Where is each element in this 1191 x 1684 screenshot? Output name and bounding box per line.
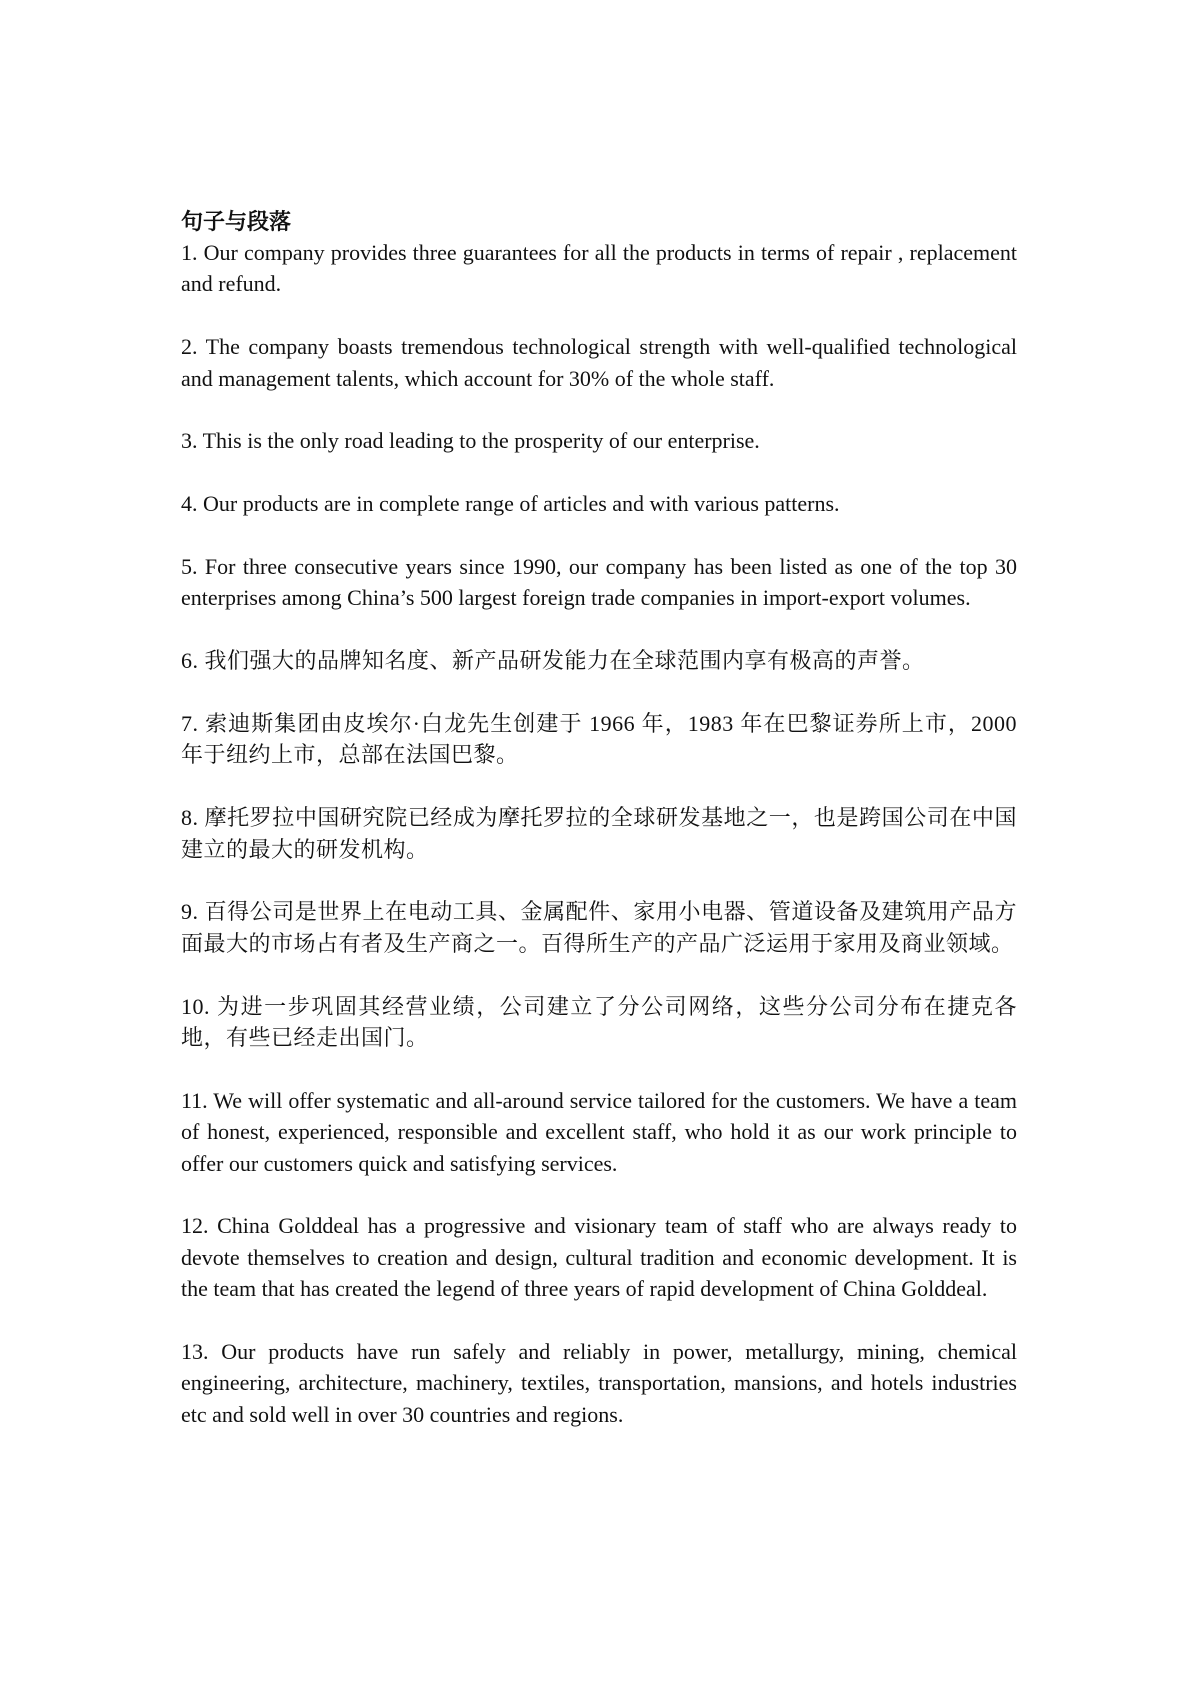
sentence-item-6: 6. 我们强大的品牌知名度、新产品研发能力在全球范围内享有极高的声誉。 — [181, 648, 925, 674]
sentence-item-13: 13. Our products have run safely and reliably in power, metallurgy, mining, chemical engineering, architecture, machinery, textiles, transportation, mansions, and hotels industries etc and sold well in over 30 countries and regions. — [181, 1339, 1017, 1427]
sentence-item-4: 4. Our products are in complete range of articles and with various patterns. — [181, 491, 840, 517]
sentence-item-12: 12. China Golddeal has a progressive and visionary team of staff who are always ready to devote themselves to creation and design, cultural tradition and economic development. It is the team that has created the legend of three years of rapid development of China Golddeal. — [181, 1213, 1017, 1302]
sentence-item-1: 1. Our company provides three guarantees for all the products in terms of repair , replacement and refund. — [181, 240, 1017, 297]
sentence-list — [181, 237, 1017, 1430]
sentence-item-10: 10. 为进一步巩固其经营业绩，公司建立了分公司网络，这些分公司分布在捷克各地，有些已经走出国门。 — [181, 993, 1017, 1051]
document-body — [181, 206, 1017, 1430]
sentence-item-7: 7. 索迪斯集团由皮埃尔·白龙先生创建于 1966 年，1983 年在巴黎证券所上市，2000 年于纽约上市，总部在法国巴黎。 — [181, 711, 1017, 768]
sentence-item-3: 3. This is the only road leading to the prosperity of our enterprise. — [181, 428, 760, 454]
sentence-item-5: 5. For three consecutive years since 1990, our company has been listed as one of the top 30 enterprises among China’s 500 largest foreign trade companies in import-export volumes. — [181, 554, 1017, 611]
sentence-item-9: 9. 百得公司是世界上在电动工具、金属配件、家用小电器、管道设备及建筑用产品方面最大的市场占有者及生产商之一。百得所生产的产品广泛运用于家用及商业领域。 — [181, 899, 1017, 956]
section-heading: 句子与段落 — [181, 209, 292, 234]
sentence-item-11: 11. We will offer systematic and all-around service tailored for the customers. We have a team of honest, experienced, responsible and excellent staff, who hold it as our work principle to offer our customers quick and satisfying services. — [181, 1087, 1017, 1176]
sentence-item-8: 8. 摩托罗拉中国研究院已经成为摩托罗拉的全球研发基地之一，也是跨国公司在中国建立的最大的研发机构。 — [181, 805, 1017, 862]
sentence-item-2: 2. The company boasts tremendous technological strength with well-qualified technological and management talents, which account for 30% of the whole staff. — [181, 334, 1017, 391]
